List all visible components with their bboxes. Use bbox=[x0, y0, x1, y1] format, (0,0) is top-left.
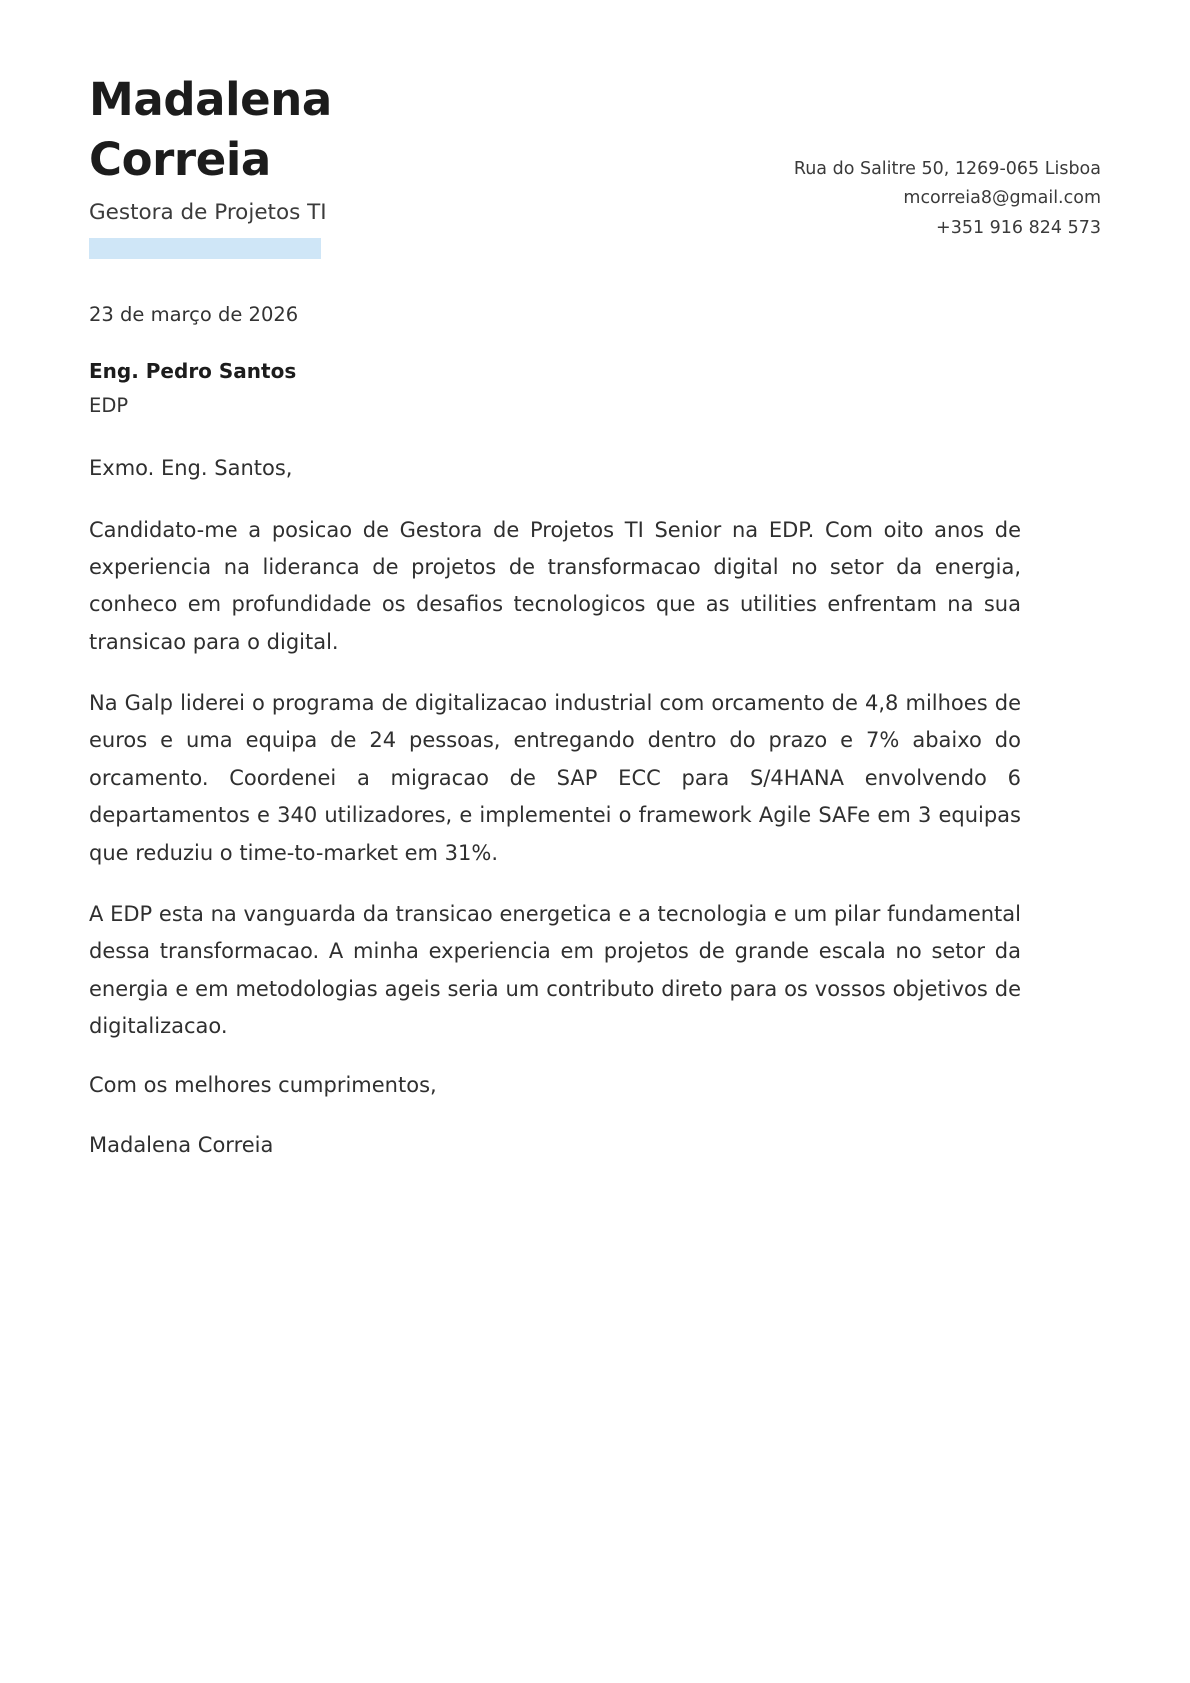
letter-paragraph: A EDP esta na vanguarda da transicao energetica e a tecnologia e um pilar fundamental dessa transformacao. A minha experiencia em projetos de grande escala no setor da energia e em metodologias ageis seria um contributo direto para os vossos objetivos de digitalizacao. bbox=[89, 901, 1021, 1039]
letter-meta bbox=[89, 300, 1101, 421]
letter-body bbox=[89, 452, 1021, 1163]
recipient-company: EDP bbox=[89, 394, 129, 418]
contact-phone[interactable]: +351 916 824 573 bbox=[936, 217, 1101, 238]
contact-address: Rua do Salitre 50, 1269-065 Lisboa bbox=[793, 159, 1101, 179]
contact-email[interactable]: mcorreia8@gmail.com bbox=[903, 188, 1101, 209]
letter-date: 23 de março de 2026 bbox=[89, 303, 299, 326]
sender-identity bbox=[89, 70, 509, 228]
name-highlight-bar bbox=[89, 238, 321, 259]
letter-header bbox=[89, 70, 1101, 243]
sender-first-name: Madalena bbox=[89, 73, 332, 126]
letter-paragraph: Candidato-me a posicao de Gestora de Projetos TI Senior na EDP. Com oito anos de experiencia na lideranca de projetos de transformacao digital no setor da energia, conheco em profundidade os desafios tecnologicos que as utilities enfrentam na sua transicao para o digital. bbox=[89, 517, 1021, 654]
letter-closing: Com os melhores cumprimentos, bbox=[89, 1073, 437, 1098]
recipient-name: Eng. Pedro Santos bbox=[89, 359, 297, 384]
letter-signature: Madalena Correia bbox=[89, 1133, 274, 1158]
sender-name bbox=[89, 70, 509, 190]
letter-paragraph: Na Galp liderei o programa de digitalizacao industrial com orcamento de 4,8 milhoes de euros e uma equipa de 24 pessoas, entregando dentro do prazo e 7% abaixo do orcamento. Coordenei a migracao de SAP ECC para S/4HANA envolvendo 6 departamentos e 340 utilizadores, e implementei o framework Agile SAFe em 3 equipas que reduziu o time-to-market em 31%. bbox=[89, 691, 1021, 865]
sender-last-name: Correia bbox=[89, 132, 271, 186]
letter-salutation: Exmo. Eng. Santos, bbox=[89, 456, 293, 480]
sender-job-title: Gestora de Projetos TI bbox=[89, 199, 327, 225]
sender-contact-block bbox=[681, 70, 1101, 243]
